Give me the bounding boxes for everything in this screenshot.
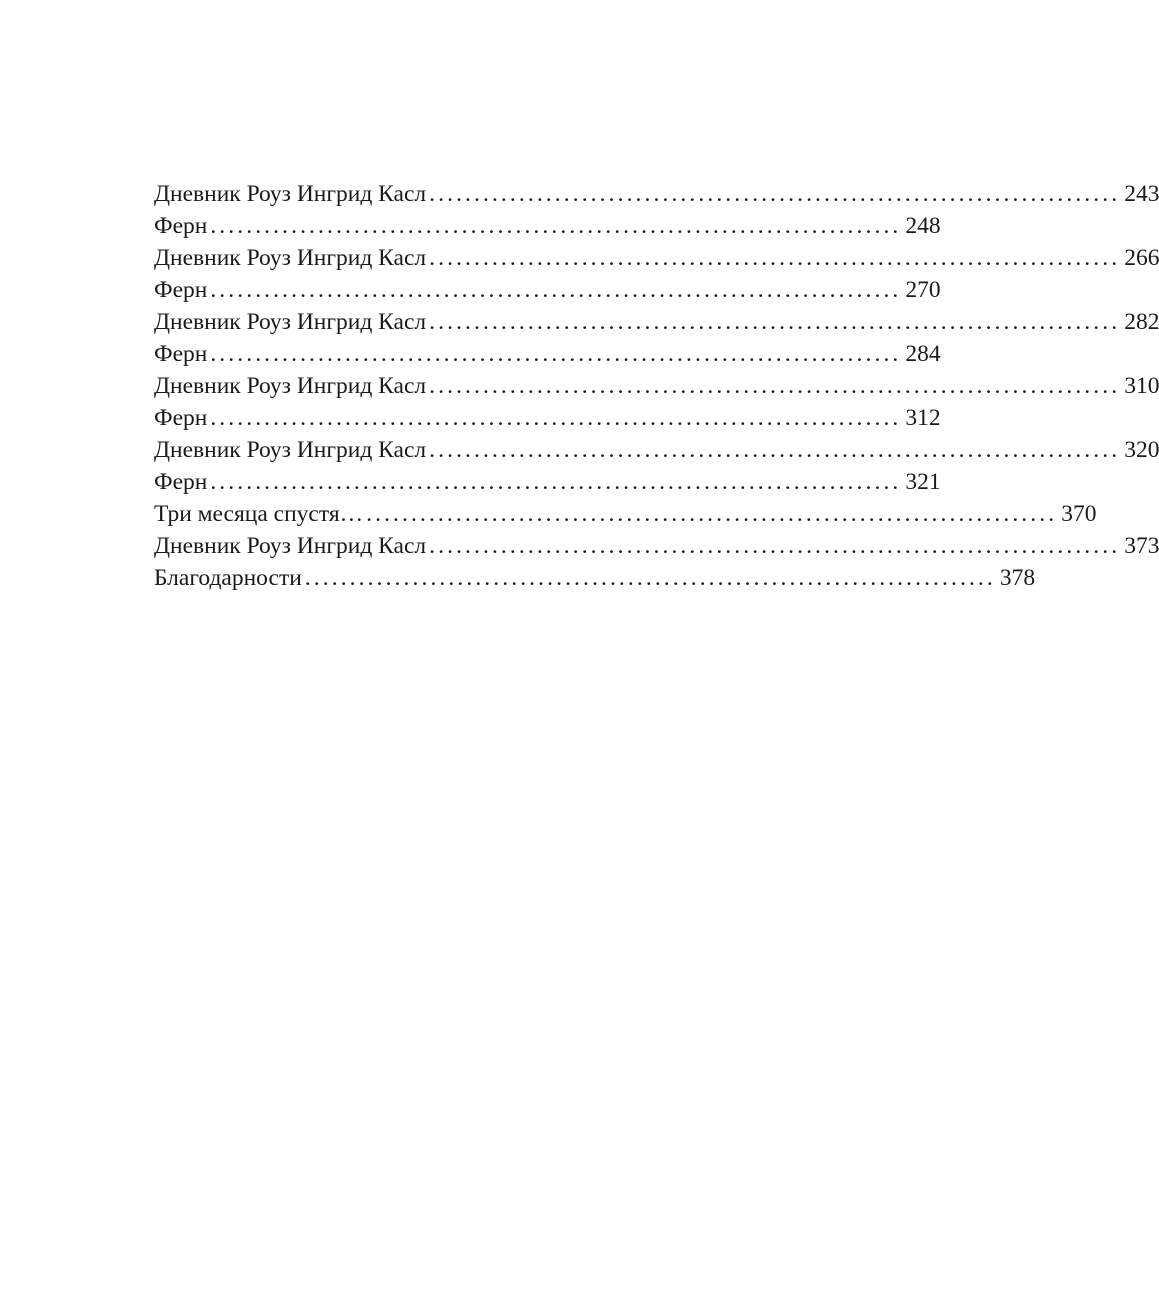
- toc-entry-title: Дневник Роуз Ингрид Касл: [154, 245, 427, 271]
- toc-entry: [154, 338, 941, 370]
- toc-entry: [154, 274, 941, 306]
- toc-entry-title: Ферн: [154, 277, 208, 303]
- table-of-contents: [154, 178, 1159, 594]
- toc-entry-page: 312: [905, 405, 941, 431]
- toc-entry: [154, 306, 1159, 338]
- toc-entry: [154, 530, 1159, 562]
- toc-dot-leader: .............................................................................: [210, 277, 902, 303]
- toc-entry-title: Дневник Роуз Ингрид Касл: [154, 437, 427, 463]
- toc-entry: [154, 498, 1097, 530]
- toc-entry-page: 370: [1061, 501, 1097, 527]
- toc-entry-title: Ферн: [154, 405, 208, 431]
- toc-entry-page: 373: [1124, 533, 1159, 559]
- toc-entry-page: 270: [905, 277, 941, 303]
- toc-entry-title: Дневник Роуз Ингрид Касл: [154, 309, 427, 335]
- toc-dot-leader: .............................................................................: [429, 373, 1121, 399]
- toc-dot-leader: .............................................................................: [429, 245, 1121, 271]
- toc-entry-page: 378: [999, 565, 1036, 591]
- toc-entry: [154, 434, 1159, 466]
- toc-entry-page: 310: [1124, 373, 1159, 399]
- toc-entry-page: 243: [1124, 181, 1159, 207]
- toc-entry-title: Благодарности: [154, 565, 302, 591]
- toc-entry: [154, 562, 1036, 594]
- toc-entry: [154, 178, 1159, 210]
- toc-entry-title: Дневник Роуз Ингрид Касл: [154, 181, 427, 207]
- toc-dot-leader: .............................................................................: [210, 213, 902, 239]
- toc-entry: [154, 466, 941, 498]
- toc-entry-page: 320: [1124, 437, 1159, 463]
- toc-entry: [154, 370, 1159, 402]
- toc-entry-page: 248: [905, 213, 941, 239]
- toc-entry-title: Ферн: [154, 469, 208, 495]
- toc-dot-leader: .............................................................................: [429, 181, 1121, 207]
- toc-entry: [154, 210, 941, 242]
- toc-entry-title: Дневник Роуз Ингрид Касл: [154, 373, 427, 399]
- toc-entry-title: Ферн: [154, 213, 208, 239]
- toc-dot-leader: .............................................................................: [210, 341, 902, 367]
- toc-entry-page: 284: [905, 341, 941, 367]
- toc-entry-page: 266: [1124, 245, 1159, 271]
- toc-entry-title: Дневник Роуз Ингрид Касл: [154, 533, 427, 559]
- toc-dot-leader: .............................................................................: [304, 565, 996, 591]
- toc-dot-leader: .............................................................................: [429, 533, 1121, 559]
- toc-dot-leader: .............................................................................: [429, 309, 1121, 335]
- toc-dot-leader: .............................................................................: [210, 405, 902, 431]
- toc-dot-leader: .............................................................................: [429, 437, 1121, 463]
- toc-entry: [154, 402, 941, 434]
- toc-entry-title: Ферн: [154, 341, 208, 367]
- toc-dot-leader: .............................................................................: [366, 501, 1058, 527]
- toc-entry-title: Три месяца спустя…: [154, 501, 364, 527]
- toc-entry-page: 282: [1124, 309, 1159, 335]
- toc-entry: [154, 242, 1159, 274]
- toc-entry-page: 321: [905, 469, 941, 495]
- toc-dot-leader: .............................................................................: [210, 469, 902, 495]
